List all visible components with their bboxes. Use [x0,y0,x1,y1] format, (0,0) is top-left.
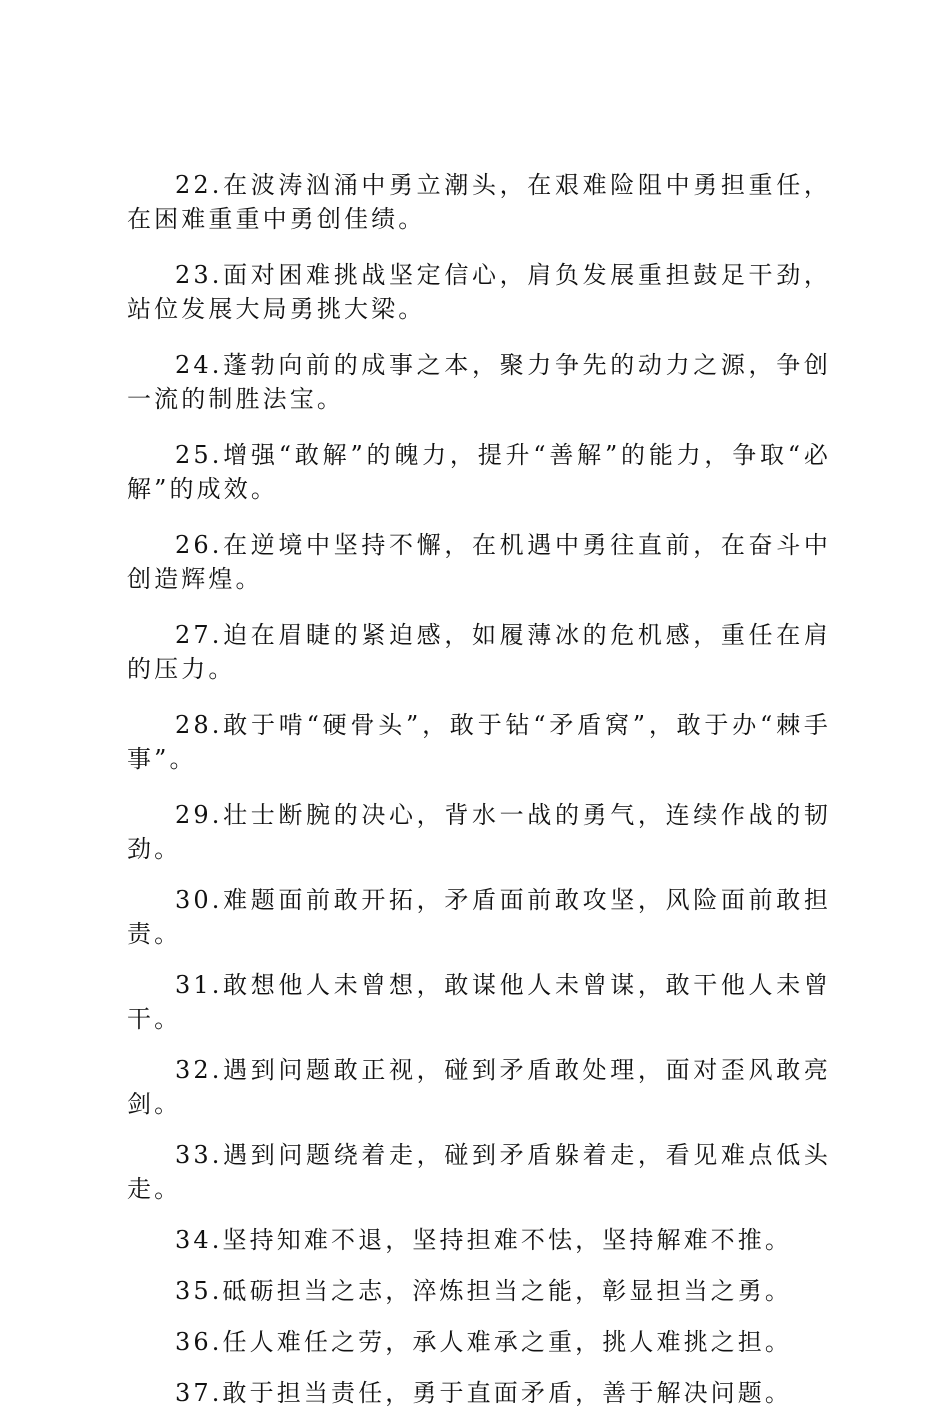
list-item-32: 32.遇到问题敢正视，碰到矛盾敢处理，面对歪风敢亮剑。 [127,1056,831,1118]
list-item-24: 24.蓬勃向前的成事之本，聚力争先的动力之源，争创一流的制胜法宝。 [127,351,831,413]
list-item-34: 34.坚持知难不退，坚持担难不怯，坚持解难不推。 [175,1226,793,1254]
list-item-36: 36.任人难任之劳，承人难承之重，挑人难挑之担。 [175,1328,793,1356]
list-item-22: 22.在波涛汹涌中勇立潮头，在艰难险阻中勇担重任，在困难重重中勇创佳绩。 [127,171,831,233]
list-item-35: 35.砥砺担当之志，淬炼担当之能，彰显担当之勇。 [175,1277,793,1305]
list-item-29: 29.壮士断腕的决心，背水一战的勇气，连续作战的韧劲。 [127,801,831,863]
list-item-31: 31.敢想他人未曾想，敢谋他人未曾谋，敢干他人未曾干。 [127,971,831,1033]
list-item-25: 25.增强“敢解”的魄力，提升“善解”的能力，争取“必解”的成效。 [127,441,831,503]
list-item-33: 33.遇到问题绕着走，碰到矛盾躲着走，看见难点低头走。 [127,1141,831,1203]
list-item-30: 30.难题面前敢开拓，矛盾面前敢攻坚，风险面前敢担责。 [127,886,831,948]
list-item-27: 27.迫在眉睫的紧迫感，如履薄冰的危机感，重任在肩的压力。 [127,621,831,683]
list-item-37: 37.敢于担当责任，勇于直面矛盾，善于解决问题。 [175,1379,793,1407]
document-body [127,168,831,1427]
list-item-28: 28.敢于啃“硬骨头”，敢于钻“矛盾窝”，敢于办“棘手事”。 [127,711,831,773]
list-item-26: 26.在逆境中坚持不懈，在机遇中勇往直前，在奋斗中创造辉煌。 [127,531,831,593]
list-item-23: 23.面对困难挑战坚定信心，肩负发展重担鼓足干劲，站位发展大局勇挑大梁。 [127,261,831,323]
